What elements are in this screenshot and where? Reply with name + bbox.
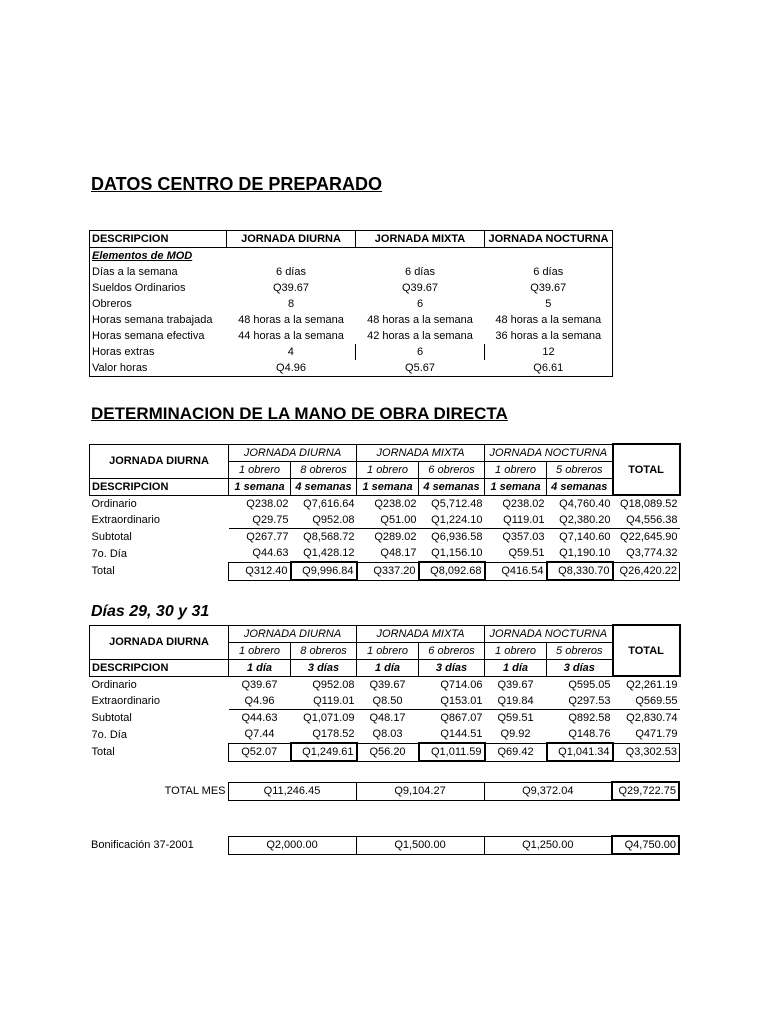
cell: 48 horas a la semana	[238, 314, 344, 326]
cell: Q39.67	[272, 282, 310, 294]
cell: Q8.03	[357, 726, 419, 743]
page-title: DATOS CENTRO DE PREPARADO	[91, 174, 383, 194]
cell: Q39.67	[369, 678, 406, 691]
cell: Q119.01	[291, 693, 357, 710]
bonificacion-nocturna: Q1,250.00	[484, 836, 612, 854]
cell: 6 días	[405, 266, 435, 278]
sub-header: 8 obreros	[291, 461, 357, 478]
table-row	[90, 693, 680, 710]
table-row	[90, 264, 613, 280]
cell: Q4.96	[276, 362, 306, 374]
bonificacion-label: Bonificación 37-2001	[91, 839, 194, 851]
cell: 6	[356, 344, 485, 360]
bonificacion-total: Q4,750.00	[612, 836, 679, 854]
cell: Q4,556.38	[613, 512, 680, 529]
cell: Q56.20	[357, 743, 419, 761]
sub-header: 4 semanas	[291, 478, 357, 495]
cell: Q59.51	[497, 712, 534, 724]
sub-header: 1 día	[357, 659, 419, 676]
sub-header: 1 obrero	[485, 642, 547, 659]
table-row	[90, 529, 680, 546]
row-label: Sueldos Ordinarios	[92, 282, 186, 294]
cell: Q1,190.10	[547, 545, 613, 562]
sub-header: 1 semana	[229, 478, 291, 495]
cell: 44 horas a la semana	[238, 330, 344, 342]
dias-table	[89, 624, 681, 762]
sub-header: 6 obreros	[419, 461, 485, 478]
row-label: Ordinario	[91, 497, 137, 510]
cell: Q297.53	[547, 693, 613, 710]
cell: Q1,071.09	[303, 712, 355, 724]
table-row	[90, 676, 680, 693]
cell: Q7,140.60	[559, 531, 611, 543]
header-jornada-mixta: JORNADA MIXTA	[356, 231, 485, 248]
cell: Q2,830.74	[626, 712, 678, 724]
row-label: Total	[91, 746, 115, 758]
cell: Q238.02	[502, 497, 545, 510]
cell: Q178.52	[291, 726, 357, 743]
cell: Q119.01	[485, 512, 547, 529]
total-mes-diurna: Q11,246.45	[228, 782, 356, 800]
header-jornada-diurna: JORNADA DIURNA	[227, 231, 356, 248]
cell: Q19.84	[485, 693, 547, 710]
row-label: Días a la semana	[92, 266, 178, 278]
descripcion-label: DESCRIPCION	[90, 478, 229, 495]
cell: Q44.63	[229, 545, 291, 562]
cell: Q1,156.10	[419, 545, 485, 562]
cell: Q148.76	[547, 726, 613, 743]
cell: 48 horas a la semana	[367, 314, 473, 326]
row-label: Horas extras	[92, 346, 155, 358]
group-jornada-mixta: JORNADA MIXTA	[357, 444, 485, 461]
group-jornada-nocturna: JORNADA NOCTURNA	[485, 444, 613, 461]
cell: Q867.07	[440, 712, 483, 724]
descripcion-label: DESCRIPCION	[90, 659, 229, 676]
sub-header: 4 semanas	[547, 478, 613, 495]
row-label: Extraordinario	[91, 514, 160, 527]
bonificacion-diurna: Q2,000.00	[228, 836, 356, 854]
sub-header: 3 días	[291, 659, 357, 676]
sub-header: 1 obrero	[357, 642, 419, 659]
cell: Q3,302.53	[613, 743, 680, 761]
total-header: TOTAL	[613, 625, 680, 676]
cell: 8	[287, 298, 295, 310]
sub-header: 1 semana	[485, 478, 547, 495]
row-label: Extraordinario	[91, 695, 160, 708]
cell: Q595.05	[568, 678, 611, 691]
row-label: Subtotal	[91, 530, 132, 543]
group-header-row	[90, 625, 680, 642]
cell: Q39.67	[401, 282, 439, 294]
cell: Q144.51	[419, 726, 485, 743]
table-row	[90, 495, 680, 512]
cell: Q8,330.70	[547, 562, 613, 580]
corner-label: JORNADA DIURNA	[90, 625, 229, 659]
sub-header: 5 obreros	[547, 642, 613, 659]
sub-header-row	[90, 659, 680, 676]
sub-header: 3 días	[547, 659, 613, 676]
cell: Q289.02	[374, 531, 417, 543]
cell: Q1,428.12	[291, 545, 357, 562]
cell: Q4.96	[229, 693, 291, 710]
sub-header-row	[90, 478, 680, 495]
cell: 6 días	[533, 266, 564, 278]
cell: Q416.54	[485, 562, 547, 580]
cell: Q18,089.52	[620, 498, 678, 510]
cell: 48 horas a la semana	[495, 314, 602, 326]
total-mes-nocturna: Q9,372.04	[484, 782, 612, 800]
cell: Q1,041.34	[547, 743, 613, 761]
cell: Q714.06	[440, 678, 483, 691]
cell: Q7.44	[229, 726, 291, 743]
sub-header: 5 obreros	[547, 461, 613, 478]
cell: Q5.67	[405, 362, 435, 374]
datos-table	[89, 230, 613, 377]
row-label: 7o. Día	[91, 728, 127, 741]
row-label: Ordinario	[91, 678, 137, 691]
total-mes-row	[89, 781, 680, 801]
sub-header: 6 obreros	[419, 642, 485, 659]
sub-header: 1 obrero	[485, 461, 547, 478]
sub-header: 1 obrero	[229, 461, 291, 478]
header-descripcion: DESCRIPCION	[90, 231, 227, 248]
mano-obra-table	[89, 443, 681, 581]
cell: Q52.07	[229, 743, 291, 761]
cell: Q29.75	[229, 512, 291, 529]
table-row	[90, 512, 680, 529]
section-title-dias: Días 29, 30 y 31	[91, 603, 210, 620]
total-mes-total: Q29,722.75	[612, 782, 679, 800]
group-jornada-diurna: JORNADA DIURNA	[229, 625, 357, 642]
cell: Q1,011.59	[419, 743, 485, 761]
sub-header: 8 obreros	[291, 642, 357, 659]
cell: Q2,261.19	[626, 679, 678, 691]
cell: Q39.67	[497, 678, 534, 691]
table-row	[90, 360, 613, 377]
row-label: Total	[91, 565, 115, 577]
cell: Q3,774.32	[613, 545, 680, 562]
row-label: Obreros	[92, 298, 132, 310]
cell: Q153.01	[419, 693, 485, 710]
cell: Q6,936.58	[431, 531, 483, 543]
cell: 12	[542, 346, 555, 358]
row-label: 7o. Día	[91, 547, 127, 560]
cell: Q9,996.84	[291, 562, 357, 580]
group-jornada-nocturna: JORNADA NOCTURNA	[485, 625, 613, 642]
table-row	[90, 562, 680, 580]
cell: Q267.77	[246, 531, 289, 543]
datos-header-row	[90, 231, 613, 248]
section-label: Elementos de MOD	[92, 250, 193, 262]
cell: Q8.50	[357, 693, 419, 710]
bonificacion-mixta: Q1,500.00	[356, 836, 484, 854]
cell: Q26,420.22	[613, 562, 680, 580]
sub-header: 1 obrero	[357, 461, 419, 478]
cell: Q569.55	[613, 693, 680, 710]
group-jornada-diurna: JORNADA DIURNA	[229, 444, 357, 461]
cell: Q1,224.10	[419, 512, 485, 529]
cell: Q22,645.90	[620, 531, 678, 543]
cell: Q48.17	[369, 712, 406, 724]
cell: Q69.42	[485, 743, 547, 761]
cell: Q59.51	[485, 545, 547, 562]
table-row	[90, 328, 613, 344]
cell: Q1,249.61	[291, 743, 357, 761]
cell: Q2,380.20	[547, 512, 613, 529]
sub-header: 1 semana	[357, 478, 419, 495]
cell: Q9.92	[485, 726, 547, 743]
cell: Q952.08	[312, 678, 355, 691]
table-row	[90, 296, 613, 312]
row-label: Horas semana trabajada	[92, 314, 213, 326]
cell: Q337.20	[357, 562, 419, 580]
sub-header: 3 días	[419, 659, 485, 676]
cell: Q39.67	[530, 282, 567, 294]
cell: Q4,760.40	[559, 497, 611, 510]
cell: Q44.63	[241, 712, 278, 724]
cell: Q892.58	[568, 712, 611, 724]
cell: Q238.02	[246, 497, 289, 510]
cell: 4	[227, 344, 356, 360]
cell: Q8,092.68	[419, 562, 485, 580]
cell: Q51.00	[357, 512, 419, 529]
cell: Q48.17	[357, 545, 419, 562]
sub-header: 1 día	[485, 659, 547, 676]
total-header: TOTAL	[613, 444, 680, 495]
header-jornada-nocturna: JORNADA NOCTURNA	[485, 231, 613, 248]
row-label: Subtotal	[91, 711, 132, 724]
section-title-mano-de-obra: DETERMINACION DE LA MANO DE OBRA DIRECTA	[91, 404, 508, 423]
cell: Q7,616.64	[303, 497, 355, 510]
sub-header: 1 obrero	[229, 642, 291, 659]
table-row	[90, 545, 680, 562]
cell: 6	[416, 298, 424, 310]
row-label: Horas semana efectiva	[92, 330, 205, 342]
cell: Q238.02	[374, 497, 417, 510]
sub-header: 1 día	[229, 659, 291, 676]
table-row	[90, 312, 613, 328]
table-row	[90, 743, 680, 761]
section-row	[90, 248, 613, 265]
sub-header: 4 semanas	[419, 478, 485, 495]
cell: 6 días	[276, 266, 306, 278]
table-row	[90, 344, 613, 360]
cell: Q5,712.48	[431, 497, 483, 510]
cell: Q952.08	[291, 512, 357, 529]
cell: 42 horas a la semana	[367, 330, 473, 342]
table-row	[90, 726, 680, 743]
group-header-row	[90, 444, 680, 461]
table-row	[90, 710, 680, 727]
total-mes-label: TOTAL MES	[164, 785, 226, 797]
cell: Q312.40	[229, 562, 291, 580]
row-label: Valor horas	[92, 362, 148, 374]
bonificacion-row	[89, 835, 680, 855]
cell: 5	[545, 298, 552, 310]
total-mes-mixta: Q9,104.27	[356, 782, 484, 800]
cell: Q357.03	[502, 531, 545, 543]
corner-label: JORNADA DIURNA	[90, 444, 229, 478]
table-row	[90, 280, 613, 296]
cell: Q8,568.72	[303, 531, 355, 543]
cell: Q6.61	[533, 362, 564, 374]
cell: Q39.67	[241, 678, 278, 691]
group-jornada-mixta: JORNADA MIXTA	[357, 625, 485, 642]
cell: 36 horas a la semana	[495, 330, 602, 342]
cell: Q471.79	[613, 726, 680, 743]
